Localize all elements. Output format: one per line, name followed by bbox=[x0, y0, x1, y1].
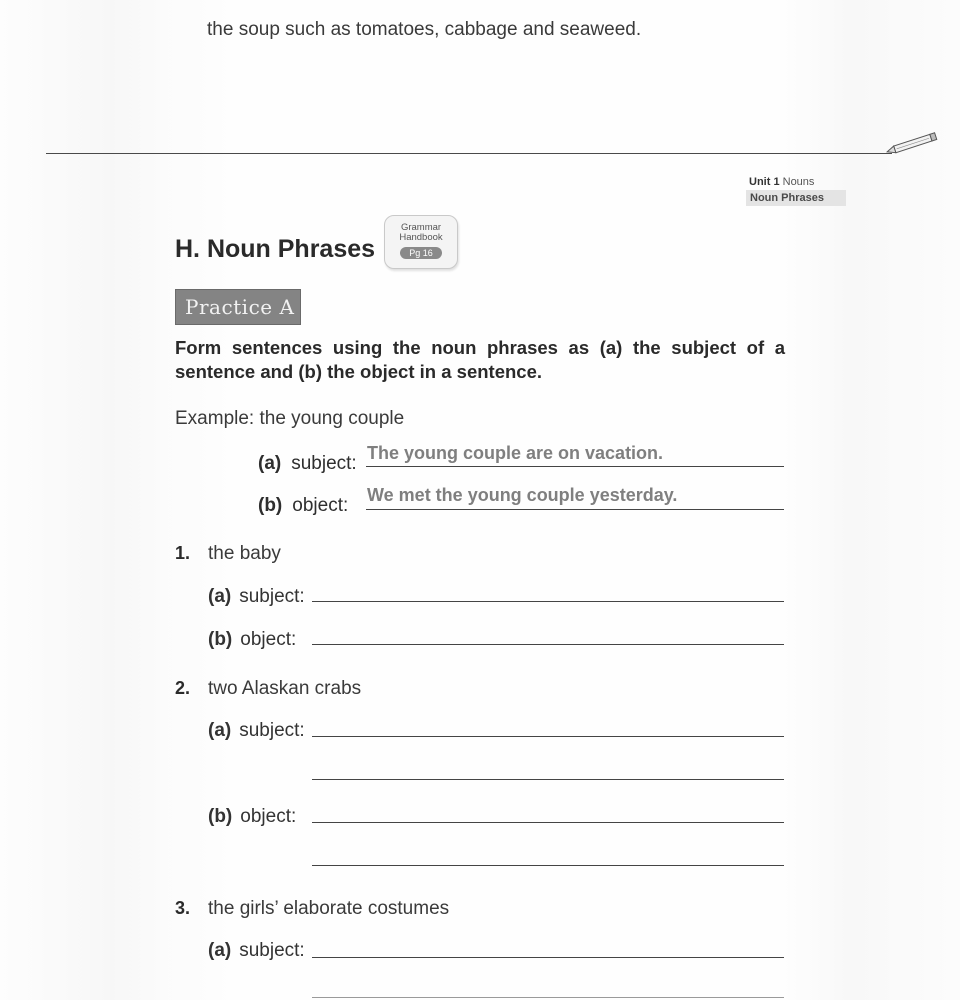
previous-exercise-text: the soup such as tomatoes, cabbage and seaweed. bbox=[207, 19, 642, 40]
instructions: Form sentences using the noun phrases as (a) the subject of a sentence and (b) the object in a sentence. bbox=[175, 337, 785, 382]
example-b-label: (b) object: bbox=[258, 495, 349, 516]
subtopic-tab: Noun Phrases bbox=[746, 190, 846, 206]
answer-line-2a[interactable] bbox=[312, 736, 784, 737]
question-2: 2. bbox=[175, 678, 191, 698]
badge-line2: Handbook bbox=[399, 232, 443, 243]
question-3: 3. bbox=[175, 898, 191, 918]
unit-label: Unit 1 Nouns bbox=[749, 176, 815, 188]
answer-line-3a-cont[interactable] bbox=[312, 997, 784, 998]
answer-line-3a[interactable] bbox=[312, 957, 784, 958]
badge-page: Pg 16 bbox=[400, 247, 442, 259]
question-1-phrase: the baby bbox=[208, 543, 281, 564]
question-2-phrase: two Alaskan crabs bbox=[208, 678, 362, 699]
example-a-answer: The young couple are on vacation. bbox=[367, 443, 664, 463]
answer-line-1a[interactable] bbox=[312, 601, 784, 602]
question-1: 1. bbox=[175, 543, 191, 563]
example-a-line bbox=[366, 466, 784, 467]
page-divider bbox=[46, 153, 892, 154]
question-3-a-label: (a) subject: bbox=[208, 940, 305, 961]
question-3-phrase: the girls’ elaborate costumes bbox=[208, 898, 450, 919]
answer-line-1b[interactable] bbox=[312, 644, 784, 645]
practice-label: Practice A bbox=[175, 289, 301, 325]
answer-line-2a-cont[interactable] bbox=[312, 779, 784, 780]
pencil-icon bbox=[884, 130, 942, 158]
answer-line-2b-cont[interactable] bbox=[312, 865, 784, 866]
example-b-answer: We met the young couple yesterday. bbox=[367, 485, 678, 505]
question-2-a-label: (a) subject: bbox=[208, 720, 305, 741]
question-1-b-label: (b) object: bbox=[208, 629, 297, 650]
section-title: H. Noun Phrases bbox=[175, 235, 376, 263]
example-b-line bbox=[366, 509, 784, 510]
example-heading: Example: the young couple bbox=[175, 408, 405, 429]
question-1-a-label: (a) subject: bbox=[208, 586, 305, 607]
question-2-b-label: (b) object: bbox=[208, 806, 297, 827]
grammar-handbook-badge bbox=[384, 215, 458, 269]
answer-line-2b[interactable] bbox=[312, 822, 784, 823]
example-a-label: (a) subject: bbox=[258, 453, 357, 474]
badge-line1: Grammar bbox=[400, 222, 442, 233]
